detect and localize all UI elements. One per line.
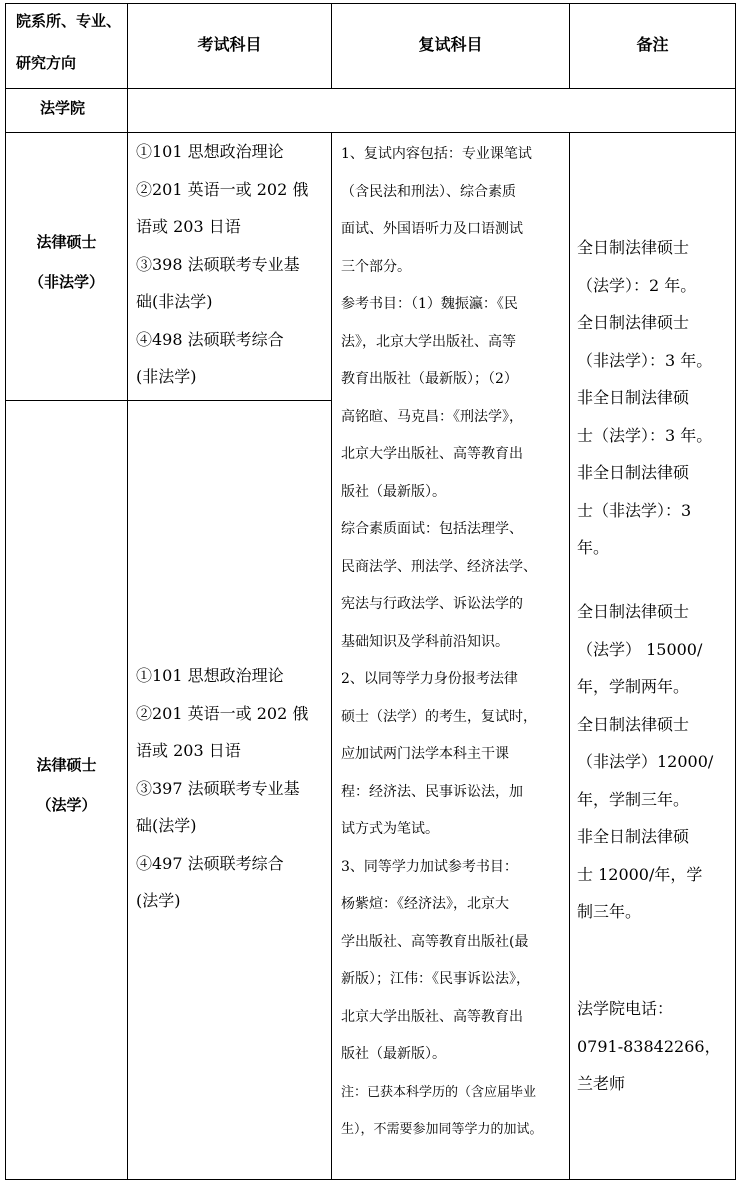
notes-line: （法学）：2 年。 [577,275,697,295]
major-divider-left [5,400,331,401]
notes-line: 年。 [577,538,610,557]
retest-line: （含民法和刑法）、综合素质 [341,183,516,200]
retest-line: 法》，北京大学出版社、高等 [341,333,516,350]
notes-line: 士（法学）：3 年。 [577,425,713,445]
header-col-notes [570,4,735,82]
exam-subjects-nonlaw [128,133,331,396]
exam-line: 语或 203 日语 [136,217,241,236]
department-label: 法学院 [40,99,86,117]
notes-line: （非法学）12000/ [577,752,714,771]
notes-line: 全日制法律硕士 [577,313,690,332]
exam-line: 础(非法学) [136,292,213,311]
retest-line: 三个部分。 [341,258,411,275]
retest-line: 杨紫煊：《经济法》，北京大 [341,896,509,912]
header-retest-label: 复试科目 [418,34,483,54]
exam-line: (法学) [136,891,181,910]
retest-line: 基础知识及学科前沿知识。 [341,633,509,650]
notes-line: （非法学）：3 年。 [577,350,713,370]
retest-content [332,136,569,1149]
exam-line: ①101 思想政治理论 [136,142,284,161]
retest-paragraph-2 [341,286,563,511]
retest-line: 学出版社、高等教育出版社(最 [341,933,529,950]
major-law-line1: 法律硕士 [36,756,97,774]
retest-line: 参考书目：（1）魏振瀛：《民 [341,296,518,312]
exam-line: ③397 法硕联考专业基 [136,778,300,798]
header-col-exam [128,4,331,82]
header-col-department-line2: 研究方向 [16,54,77,72]
exam-line: ④498 法硕联考综合 [136,329,284,349]
notes-line: 全日制法律硕士 [577,238,690,257]
retest-paragraph-5 [341,849,563,1074]
exam-line: ④497 法硕联考综合 [136,853,284,873]
retest-line: 北京大学出版社、高等教育出 [341,1008,523,1025]
retest-line: 宪法与行政法学、诉讼法学的 [341,596,523,612]
retest-line: 注：已获本科学历的（含应届毕业 [341,1084,537,1100]
retest-line: 面试、外国语听力及口语测试 [341,221,523,237]
notes-fees [570,593,735,931]
retest-paragraph-1 [341,136,563,286]
notes-line: 年，学制三年。 [577,789,690,809]
retest-line: 高铭暄、马克昌：《刑法学》， [341,408,523,425]
retest-line: 2、以同等学力身份报考法律 [341,671,518,687]
header-exam-label: 考试科目 [197,34,262,54]
retest-paragraph-3 [341,511,563,661]
notes-line: （法学） 15000/ [577,639,703,659]
exam-subjects-law [128,657,331,920]
department-divider [5,132,736,133]
notes-durations [570,229,735,567]
retest-line: 版社（最新版）。 [341,1046,446,1062]
exam-line: 语或 203 日语 [136,741,241,760]
exam-line: (非法学) [136,367,197,386]
notes-contact [570,990,735,1103]
exam-line: ②201 英语一或 202 俄 [136,179,309,199]
notes-line: 法学院电话： [577,999,674,1018]
notes-line: 非全日制法律硕 [577,388,690,407]
retest-line: 程：经济法、民事诉讼法，加 [341,783,523,800]
header-col-retest [332,4,569,82]
exam-line: ③398 法硕联考专业基 [136,254,300,274]
retest-line: 北京大学出版社、高等教育出 [341,446,523,462]
major-name-law [6,745,127,825]
retest-line: 生），不需要参加同等学力的加试。 [341,1122,543,1137]
retest-line: 新版）；江伟：《民事诉讼法》， [341,971,530,987]
retest-line: 综合素质面试：包括法理学、 [341,521,523,537]
major-law-line2: （法学） [36,796,97,814]
retest-line: 教育出版社（最新版）；（2） [341,371,518,387]
retest-line: 硕士（法学）的考生，复试时， [341,708,537,725]
table-border-right [735,3,736,1180]
retest-line: 民商法学、刑法学、经济法学、 [341,558,537,575]
notes-line: 士（非法学）：3 [577,500,692,520]
retest-paragraph-4 [341,661,563,849]
major-name-nonlaw [6,222,127,302]
major-nonlaw-line2: （非法学） [28,273,104,291]
exam-line: 础(法学) [136,816,197,835]
notes-line: 全日制法律硕士 [577,602,690,621]
notes-line: 0791-83842266， [577,1036,721,1056]
notes-line: 年，学制两年。 [577,677,690,696]
notes-line: 制三年。 [577,902,642,921]
retest-line: 3、同等学力加试参考书目： [341,858,518,875]
header-notes-label: 备注 [636,34,669,54]
retest-note [341,1074,563,1149]
exam-line: ①101 思想政治理论 [136,666,284,685]
retest-line: 试方式为笔试。 [341,821,439,837]
notes-line: 全日制法律硕士 [577,714,690,734]
table-border-bottom [5,1179,736,1180]
notes-line: 非全日制法律硕 [577,463,690,482]
retest-line: 版社（最新版）。 [341,483,446,500]
department-name [6,88,127,132]
notes-line: 非全日制法律硕 [577,827,690,846]
exam-line: ②201 英语一或 202 俄 [136,703,309,723]
header-col-department-line1: 院系所、专业、 [16,12,122,30]
header-col-department [6,0,127,88]
major-nonlaw-line1: 法律硕士 [36,233,97,251]
table-border-left [5,3,6,1180]
retest-line: 1、复试内容包括：专业课笔试 [341,146,532,162]
notes-line: 士 12000/年，学 [577,864,703,884]
notes-line: 兰老师 [577,1074,626,1093]
retest-line: 应加试两门法学本科主干课 [341,746,509,762]
